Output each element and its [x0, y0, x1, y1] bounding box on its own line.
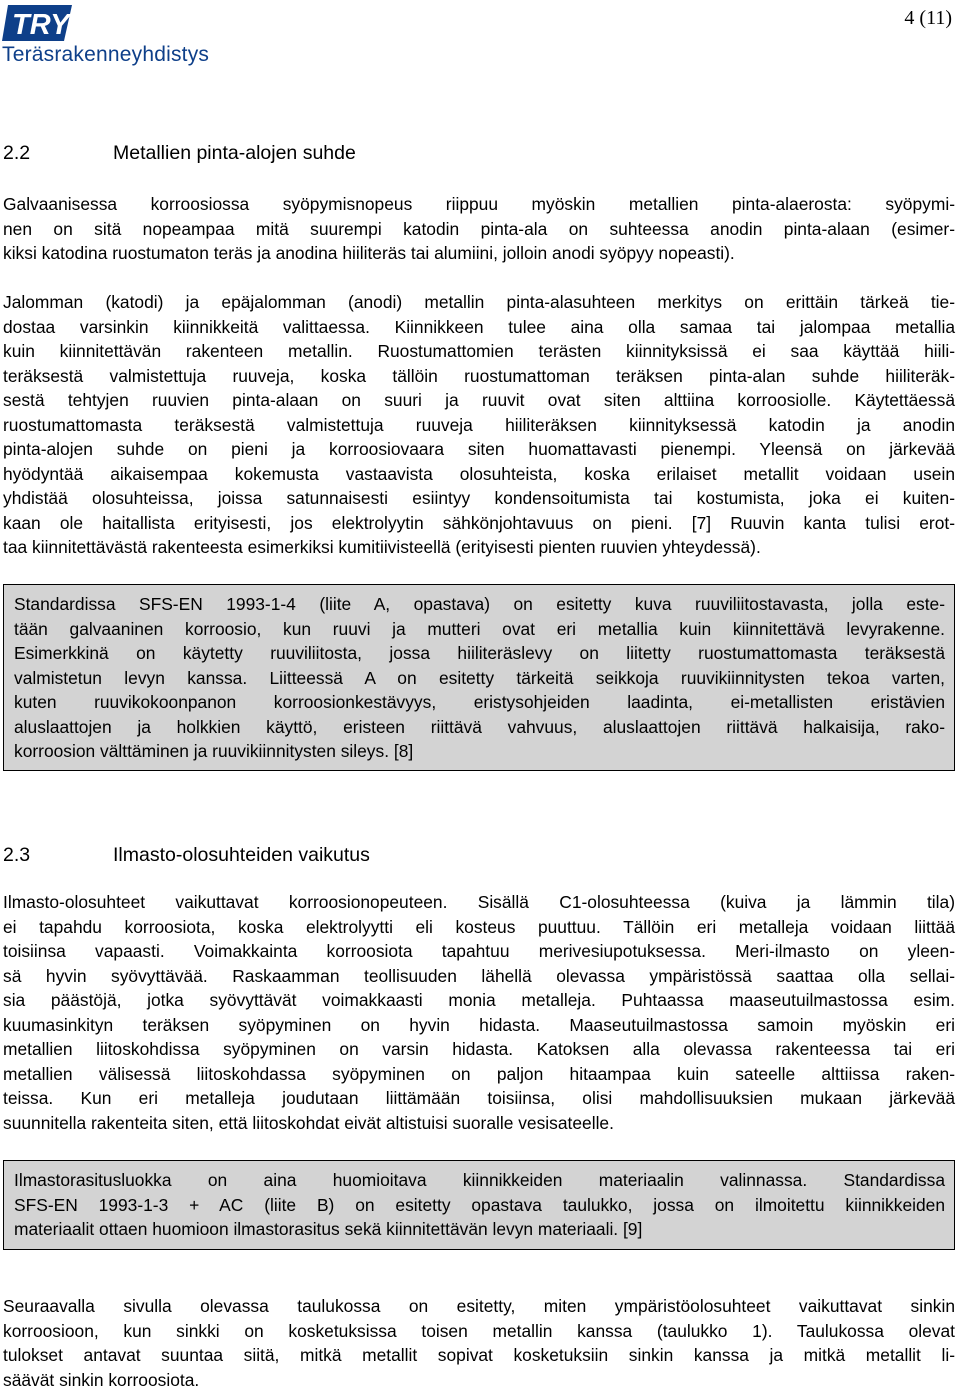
text-line: Standardissa SFS-EN 1993-1-4 (liite A, opastava) on esitetty kuva ruuviliitostavasta, jolla este- — [14, 592, 945, 617]
paragraph-pinta-alaero — [3, 192, 955, 266]
section-heading-2-2 — [3, 140, 356, 166]
text-line: sestä tehtyjen ruuvien pinta-alaan on suuri ja ruuvit ovat siten alttiina korroosiolle. Käytettäessä — [3, 388, 955, 413]
text-line: taa kiinnitettävästä rakenteesta esimerkiksi kumitiivisteellä (erityisesti pienten ruuvien yhteydessä). — [3, 535, 955, 560]
text-line: hyödyntää aikaisempaa kokemusta vastaavista olosuhteista, koska erilaiset metallit voidaan usein — [3, 462, 955, 487]
text-line: toisiinsa vapaasti. Voimakkainta korroosiota tapahtuu merivesiupotuksessa. Meri-ilmasto on yleen- — [3, 939, 955, 964]
text-line: kaan ole haitallista erityisesti, jos elektrolyytin sähkönjohtavuus on pieni. [7] Ruuvin kanta tulisi erot- — [3, 511, 955, 536]
section-heading-2-3 — [3, 842, 370, 868]
paragraph-taulukko — [3, 1294, 955, 1392]
paragraph-ilmasto — [3, 890, 955, 1135]
organization-logo — [2, 3, 214, 69]
text-line: valmistetun levyn kanssa. Liitteessä A on esitetty tärkeitä seikkoja ruuvikiinnitysten tekoa varten, — [14, 666, 945, 691]
section-title: Ilmasto-olosuhteiden vaikutus — [113, 844, 370, 866]
section-number: 2.3 — [3, 842, 113, 868]
text-line: tään galvaaninen korroosio, kun ruuvi ja mutteri ovat eri metallia kuin kiinnitettävä levyrakenne. — [14, 617, 945, 642]
text-line: korroosioon, kun sinkki on kosketuksissa toisen metallin kanssa (taulukko 1). Taulukossa olevat — [3, 1319, 955, 1344]
text-line: teissa. Kun eri metalleja joudutaan liittämään toisiinsa, olisi mahdollisuuksien mukaan järkevää — [3, 1086, 955, 1111]
text-line: Jalomman (katodi) ja epäjalomman (anodi) metallin pinta-alasuhteen merkitys on erittäin tärkeä tie- — [3, 290, 955, 315]
text-line: materiaalit ottaen huomioon ilmastorasitus sekä kiinnitettävän levyn materiaali. [9] — [14, 1217, 945, 1242]
text-line: SFS-EN 1993-1-3 + AC (liite B) on esitetty opastava taulukko, jossa on ilmoitettu kiinnikkeiden — [14, 1193, 945, 1218]
text-line: metallien liitoskohdissa syöpyminen on varsin hidasta. Katoksen alla olevassa rakenteessa tai eri — [3, 1037, 955, 1062]
text-line: korroosion välttäminen ja ruuvikiinnitysten sileys. [8] — [14, 739, 945, 764]
text-line: Galvaanisessa korroosiossa syöpymisnopeus riippuu myöskin metallien pinta-alaerosta: syöpymi- — [3, 192, 955, 217]
text-line: säävät sinkin korroosiota. — [3, 1368, 955, 1392]
text-line: yhdistää olosuhteissa, joissa satunnaisesti esiintyy kondensoitumista tai kostumista, joka ei kuiten- — [3, 486, 955, 511]
text-line: sia päästöjä, jotka syövyttävät voimakkaasti monia metalleja. Puhtaassa maaseutuilmastossa esim. — [3, 988, 955, 1013]
text-line: ruostumattomasta teräksestä valmistettuja ruuveja hiiliteräksen kiinnityksessä katodin ja anodin — [3, 413, 955, 438]
text-line: Esimerkkinä on käytetty ruuviliitosta, jossa hiiliteräslevy on liitetty ruostumattomasta teräksestä — [14, 641, 945, 666]
text-line: aluslaattojen ja holkkien käyttö, eristeen riittävä vahvuus, aluslaattojen riittävä halkaisija, rako- — [14, 715, 945, 740]
section-number: 2.2 — [3, 140, 113, 166]
text-line: ei tapahdu korroosiota, koska elektrolyytti eli kosteus puuttuu. Tällöin eri metalleja voidaan liittää — [3, 915, 955, 940]
text-line: teräksestä valmistettuja ruuveja, koska tällöin ruostumattoman teräksen pinta-alan suhde hiiliteräk- — [3, 364, 955, 389]
text-line: suunnitella rakenteita siten, että liitoskohdat eivät altistuisi suoralle vesisateelle. — [3, 1111, 955, 1136]
text-line: sä hyvin syövyttävää. Raskaamman teollisuuden lähellä olevassa ympäristössä saattaa olla sellai- — [3, 964, 955, 989]
page-number: 4 (11) — [904, 6, 952, 30]
text-line: tulokset antavat suuntaa siitä, mitkä metallit sopivat kosketuksiin sinkin kanssa ja mitkä metallit li- — [3, 1343, 955, 1368]
text-line: dostaa varsinkin kiinnikkeitä valittaessa. Kiinnikkeen tulee aina olla samaa tai jalompaa metallia — [3, 315, 955, 340]
try-logo-icon — [2, 3, 74, 43]
text-line: pinta-alojen suhde on pieni ja korroosiovaara siten huomattavasti pienempi. Yleensä on järkevää — [3, 437, 955, 462]
text-line: kuten ruuvikokoonpanon korroosionkestävyys, eristysohjeiden laadinta, ei-metallisten eristävien — [14, 690, 945, 715]
text-line: kuumasinkityn teräksen syöpyminen on hyvin hidasta. Maaseutuilmastossa samoin myöskin eri — [3, 1013, 955, 1038]
organization-name: Teräsrakenneyhdistys — [2, 43, 209, 67]
text-line: kuin kiinnitettävän rakenteen metallin. Ruostumattomien terästen kiinnityksissä ei saa käyttää hiili- — [3, 339, 955, 364]
text-line: kiksi katodina ruostumaton teräs ja anodina hiiliteräs tai alumiini, jolloin anodi syöpyy nopeasti). — [3, 241, 955, 266]
text-line: Ilmastorasitusluokka on aina huomioitava kiinnikkeiden materiaalin valinnassa. Standardissa — [14, 1168, 945, 1193]
paragraph-kiinnikkeet — [3, 290, 955, 560]
text-line: metallien välisessä liitoskohdassa syöpyminen on paljon hitaampaa kuin sateelle alttiissa raken- — [3, 1062, 955, 1087]
highlight-box-ilmastorasitus — [3, 1160, 955, 1250]
text-line: Ilmasto-olosuhteet vaikuttavat korroosionopeuteen. Sisällä C1-olosuhteessa (kuiva ja lämmin tila) — [3, 890, 955, 915]
highlight-box-standard — [3, 584, 955, 771]
logo-badge-text: TRY — [12, 9, 72, 41]
text-line: Seuraavalla sivulla olevassa taulukossa on esitetty, miten ympäristöolosuhteet vaikuttavat sinkin — [3, 1294, 955, 1319]
text-line: nen on sitä nopeampaa mitä suurempi katodin pinta-ala on suhteessa anodin pinta-alaan (esimer- — [3, 217, 955, 242]
section-title: Metallien pinta-alojen suhde — [113, 142, 356, 164]
